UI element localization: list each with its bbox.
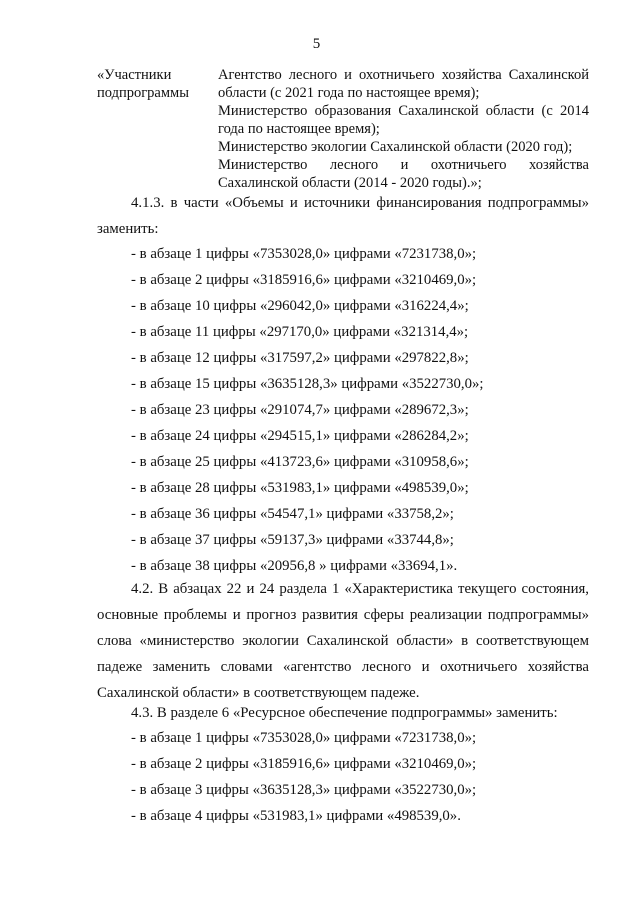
replacement-item: - в абзаце 23 цифры «291074,7» цифрами «289672,3»; [131, 402, 469, 418]
section-4-3-heading: 4.3. В разделе 6 «Ресурсное обеспечение подпрограммы» заменить: [131, 705, 558, 721]
replacement-item: - в абзаце 1 цифры «7353028,0» цифрами «7231738,0»; [131, 730, 477, 746]
participants-label-line: «Участники [97, 67, 172, 83]
replacement-item: - в абзаце 12 цифры «317597,2» цифрами «297822,8»; [131, 350, 469, 366]
section-4-2-paragraph: 4.2. В абзацах 22 и 24 раздела 1 «Характеристика текущего состояния, основные проблемы и прогноз развития сферы реализации подпрограммы» слова «министерство экологии Сахалинской области» в соответствующем падеже заменить словами «агентство лесного и охотничьего хозяйства Сахалинской области» в соответствующем падеже. [97, 581, 589, 701]
replacement-item: - в абзаце 24 цифры «294515,1» цифрами «286284,2»; [131, 428, 469, 444]
replacement-item: - в абзаце 28 цифры «531983,1» цифрами «498539,0»; [131, 480, 469, 496]
replacement-item: - в абзаце 2 цифры «3185916,6» цифрами «3210469,0»; [131, 272, 477, 288]
participant-line: Агентство лесного и охотничьего хозяйства Сахалинской [218, 67, 589, 83]
page-number: 5 [312, 36, 321, 52]
section-4-1-3-heading [97, 190, 589, 216]
participant-line: области (с 2021 года по настоящее время); [218, 85, 480, 101]
replacement-item: - в абзаце 36 цифры «54547,1» цифрами «33758,2»; [131, 506, 454, 522]
participant-line: Министерство образования Сахалинской области (с 2014 [218, 103, 589, 119]
section-4-1-3-line1: 4.1.3. в части «Объемы и источники финансирования подпрограммы» [131, 195, 589, 211]
replacement-item: - в абзаце 3 цифры «3635128,3» цифрами «3522730,0»; [131, 782, 477, 798]
participant-line: Министерство лесного и охотничьего хозяйства [218, 157, 589, 173]
replacement-item: - в абзаце 11 цифры «297170,0» цифрами «321314,4»; [131, 324, 469, 340]
replacement-item: - в абзаце 1 цифры «7353028,0» цифрами «7231738,0»; [131, 246, 477, 262]
participants-label [97, 66, 207, 102]
participant-line: Сахалинской области (2014 - 2020 годы).»; [218, 175, 482, 191]
participant-line: года по настоящее время); [218, 121, 380, 137]
participants-label-line: подпрограммы [97, 85, 189, 101]
replacement-item: - в абзаце 25 цифры «413723,6» цифрами «310958,6»; [131, 454, 469, 470]
replacement-item: - в абзаце 38 цифры «20956,8 » цифрами «33694,1». [131, 558, 458, 574]
participant-line: Министерство экологии Сахалинской области (2020 год); [218, 139, 573, 155]
replacement-item: - в абзаце 2 цифры «3185916,6» цифрами «3210469,0»; [131, 756, 477, 772]
replacement-item: - в абзаце 15 цифры «3635128,3» цифрами «3522730,0»; [131, 376, 484, 392]
replacement-item: - в абзаце 37 цифры «59137,3» цифрами «33744,8»; [131, 532, 454, 548]
replacement-item: - в абзаце 10 цифры «296042,0» цифрами «316224,4»; [131, 298, 469, 314]
participants-list [218, 66, 589, 192]
section-4-1-3-line2: заменить: [97, 221, 159, 237]
replacement-item: - в абзаце 4 цифры «531983,1» цифрами «498539,0». [131, 808, 461, 824]
